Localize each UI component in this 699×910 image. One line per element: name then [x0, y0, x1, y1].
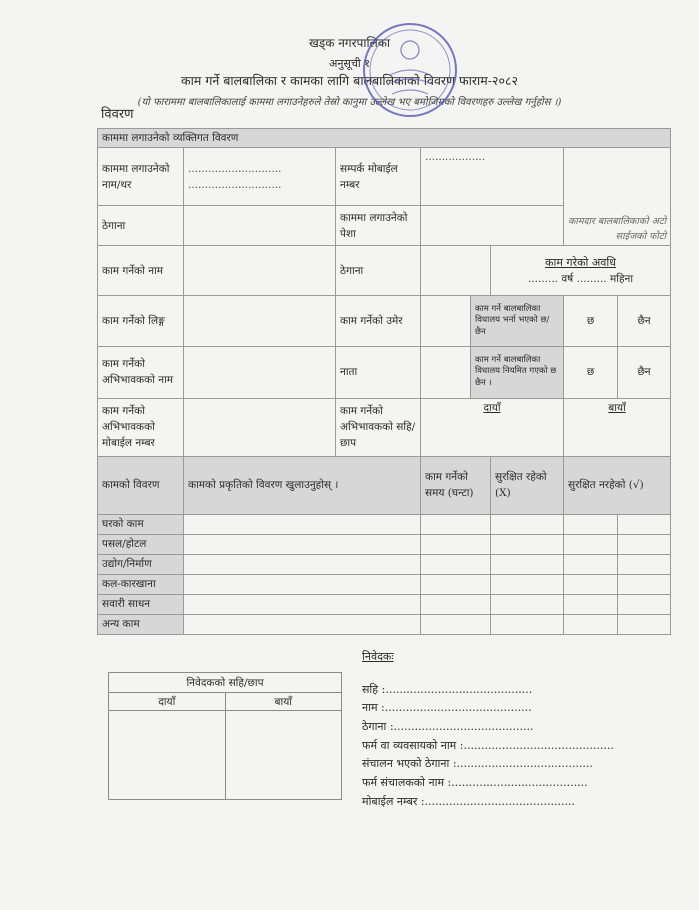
work-row [98, 554, 671, 574]
work-time-field[interactable] [421, 554, 491, 574]
school-enrolled-no[interactable]: छैन [618, 296, 671, 346]
work-time-field[interactable] [421, 514, 491, 534]
work-nature-field[interactable] [184, 574, 421, 594]
employer-name-dots-2: ............................ [188, 178, 282, 191]
employer-name-field[interactable] [184, 148, 336, 206]
operating-address-line[interactable]: संचालन भएको ठेगाना :....................................... [362, 757, 593, 771]
child-address-label: ठेगाना [336, 246, 421, 296]
work-nature-field[interactable] [184, 594, 421, 614]
school-enrolled-yes[interactable]: छ [564, 296, 618, 346]
employer-occupation-field[interactable] [421, 206, 564, 246]
employer-section-header: काममा लगाउनेको व्यक्तिगत विवरण [98, 129, 671, 148]
applicant-signature-box [108, 672, 342, 800]
work-type-label: अन्य काम [98, 614, 184, 634]
firm-name-line[interactable]: फर्म वा व्यवसायको नाम :........................................... [362, 738, 614, 752]
relation-field[interactable] [421, 346, 471, 398]
unsafe-field[interactable] [564, 534, 618, 554]
safe-field[interactable] [491, 574, 564, 594]
signature-left-thumb-area[interactable] [225, 711, 342, 800]
age-field[interactable] [421, 296, 471, 346]
guardian-left-thumb-box[interactable] [564, 398, 671, 456]
work-nature-label: कामको प्रकृतिको विवरण खुलाउनुहोस् । [184, 456, 421, 514]
guardian-signature-label: काम गर्नेको अभिभावकको सहि/छाप [336, 398, 421, 456]
form-instruction: (यो फाराममा बालबालिकालाई काममा लगाउनेहरुले तेस्रो कानुमा उल्लेख भए बमोजिमको विवरणहरु उल्लेख गर्नुहोस ।) [137, 97, 562, 108]
signature-right-thumb-area[interactable] [109, 711, 226, 800]
work-duration-cell[interactable] [491, 246, 671, 296]
relation-label: नाता [336, 346, 421, 398]
applicant-address-line[interactable]: ठेगाना :........................................ [362, 720, 534, 734]
section-label: विवरण [101, 107, 134, 122]
address-label: ठेगाना [98, 206, 184, 246]
work-type-label: पसल/होटल [98, 534, 184, 554]
guardian-name-field[interactable] [184, 346, 336, 398]
work-nature-field[interactable] [184, 614, 421, 634]
unsafe-field[interactable] [564, 554, 618, 574]
work-type-label: कल-कारखाना [98, 574, 184, 594]
signature-box-title: निवेदकको सहि/छाप [109, 673, 342, 693]
safe-field[interactable] [491, 554, 564, 574]
school-regular-label: काम गर्ने बालबालिका विधालय नियमित गएको छ छैन । [471, 346, 564, 398]
gender-label: काम गर्नेको लिङ्ग [98, 296, 184, 346]
photo-box[interactable] [564, 148, 671, 246]
work-time-label: काम गर्नेको समय (घन्टा) [421, 456, 491, 514]
extra-field[interactable] [618, 514, 671, 534]
safe-field[interactable] [491, 514, 564, 534]
child-name-label: काम गर्नेको नाम [98, 246, 184, 296]
applicant-name-line[interactable]: नाम :.......................................... [362, 701, 532, 715]
unsafe-field[interactable] [564, 514, 618, 534]
guardian-name-label: काम गर्नेको अभिभावकको नाम [98, 346, 184, 398]
guardian-right-label: दायाँ [483, 401, 501, 414]
unsafe-field[interactable] [564, 594, 618, 614]
applicant-mobile-line[interactable]: मोबाईल नम्बर :........................................... [362, 794, 575, 808]
signature-left-label: बायाँ [225, 693, 342, 711]
official-stamp-icon [360, 20, 460, 120]
work-type-label: घरको काम [98, 514, 184, 534]
applicant-title: निवेदकः [362, 650, 394, 663]
employer-name-dots-1: ............................ [188, 162, 282, 175]
unsafe-field[interactable] [564, 614, 618, 634]
work-nature-field[interactable] [184, 514, 421, 534]
work-details-label: कामको विवरण [98, 456, 184, 514]
safe-field[interactable] [491, 614, 564, 634]
guardian-mobile-field[interactable] [184, 398, 336, 456]
employer-name-label: काममा लगाउनेको नाम/थर [98, 148, 184, 206]
work-nature-field[interactable] [184, 534, 421, 554]
signature-right-label: दायाँ [109, 693, 226, 711]
work-row [98, 594, 671, 614]
work-duration-label: काम गरेको अवधि [545, 256, 617, 270]
school-regular-yes[interactable]: छ [564, 346, 618, 398]
office-line: खड्क नगरपालिका [308, 36, 391, 50]
work-time-field[interactable] [421, 614, 491, 634]
guardian-left-label: बायाँ [608, 401, 626, 414]
work-row [98, 574, 671, 594]
extra-field[interactable] [618, 574, 671, 594]
child-labour-form-table [97, 128, 671, 635]
mobile-label: सम्पर्क मोबाईल नम्बर [336, 148, 421, 206]
extra-field[interactable] [618, 614, 671, 634]
age-label: काम गर्नेको उमेर [336, 296, 421, 346]
applicant-section [362, 648, 614, 812]
work-type-label: उद्योग/निर्माण [98, 554, 184, 574]
firm-operator-name-line[interactable]: फर्म संचालकको नाम :....................................... [362, 776, 588, 790]
employer-occupation-label: काममा लगाउनेको पेशा [336, 206, 421, 246]
extra-field[interactable] [618, 594, 671, 614]
safe-field[interactable] [491, 534, 564, 554]
work-row [98, 614, 671, 634]
unsafe-field[interactable] [564, 574, 618, 594]
unsafe-label: सुरक्षित नरहेको (√) [564, 456, 671, 514]
work-time-field[interactable] [421, 534, 491, 554]
guardian-mobile-label: काम गर्नेको अभिभावकको मोबाईल नम्बर [98, 398, 184, 456]
address-field[interactable] [184, 206, 336, 246]
extra-field[interactable] [618, 534, 671, 554]
guardian-right-thumb-box[interactable] [421, 398, 564, 456]
extra-field[interactable] [618, 554, 671, 574]
form-title: काम गर्ने बालबालिका र कामका लागि बालबालिकाको विवरण फाराम-२०८२ [181, 73, 518, 88]
work-row [98, 534, 671, 554]
work-type-label: सवारी साधन [98, 594, 184, 614]
annex-line: अनुसूची १ [329, 57, 370, 70]
school-enrolled-label: काम गर्ने बालबालिका विधालय भर्ना भएको छ/छैन [471, 296, 564, 346]
work-time-field[interactable] [421, 594, 491, 614]
work-row [98, 514, 671, 534]
mobile-field[interactable] [421, 148, 564, 206]
applicant-signature-line[interactable]: सहि :.......................................... [362, 682, 533, 696]
work-nature-field[interactable] [184, 554, 421, 574]
work-duration-value: ......... वर्ष ......... महिना [527, 273, 634, 286]
mobile-dots: .................. [425, 151, 486, 164]
safe-field[interactable] [491, 594, 564, 614]
work-time-field[interactable] [421, 574, 491, 594]
school-regular-no[interactable]: छैन [618, 346, 671, 398]
photo-label: कामदार बालबालिकाको अटो साईजको फोटो [568, 215, 667, 242]
gender-field[interactable] [184, 296, 336, 346]
child-address-field[interactable] [421, 246, 491, 296]
safe-label: सुरक्षित रहेको (X) [491, 456, 564, 514]
child-name-field[interactable] [184, 246, 336, 296]
